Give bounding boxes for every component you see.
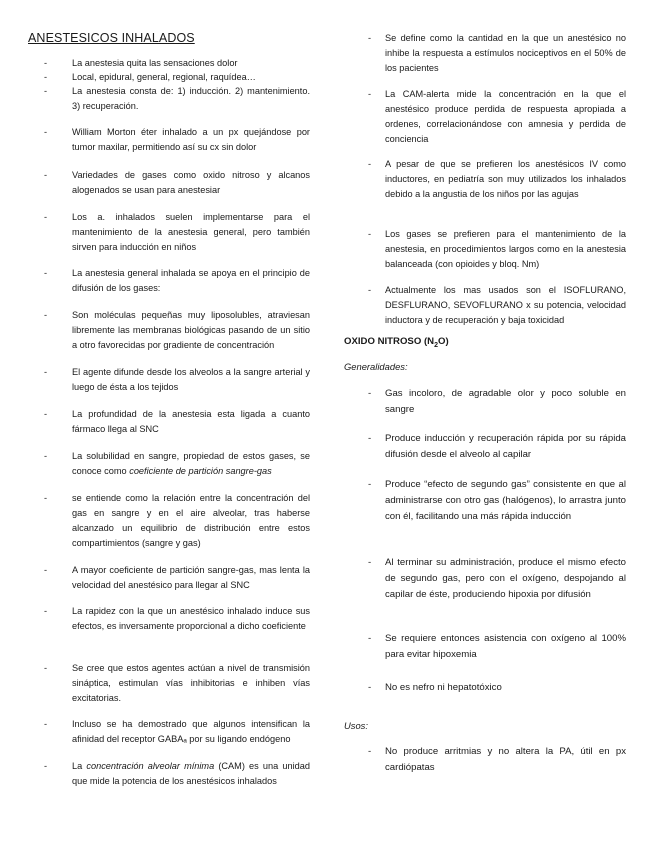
document-page: ANESTESICOS INHALADOS - La anestesia quita las sensaciones dolor - Local, epidural, general, regional, raquídea… - La anestesia consta de: 1) inducción. 2) mantenimiento. 3) recuperación. - William Morton éter inhalado a un px quejándose por tumor maxilar, permitiendo así su cx sin dolor - Variedades de gases como oxido nitroso y alcanos alogenados se usan para anestesiar - Los a. inhalados suelen implementarse para el mantenimiento de la anestesia general, pero también sirven para inducción en niños - La anestesia general inhalada se apoya en el principio de difusión de los gases: - Son moléculas pequeñas muy liposolubles, atraviesan libremente las membranas biológicas pasando de un sitio a otro favorecidas por gradiente de concentración - El agente difunde desde los alveolos a la sangre arterial y luego de ésta a los tejidos - La profundidad de la anestesia esta ligada a cuanto fármaco llega al SNC - La solubilidad en sangre, propiedad de estos gases, se conoce como coeficiente de partición sangre-gas - se entiende como la relación entre la concentración del gas en sangre y en el aire alveolar, tras haberse alcanzado un equilibrio de distribución entre estos compartimientos (sangre y gas) - A mayor coeficiente de partición sangre-gas, mas lenta la velocidad del anestésico para llegar al SNC - La rapidez con la que un anestésico inhalado induce sus efectos, es inversamente proporcional a dicho coeficiente - Se cree que estos agentes actúan a nivel de transmisión sináptica, estimulan vías inhibitorias e inhiben vías excitatorias. - Incluso se ha demostrado que algunos intensifican la afinidad del receptor GABAₐ por su ligando endógeno - La concentración alveolar mínima (CAM) es una unidad que mide la potencia de los anestésicos inhalados - Se define como la cantidad en la que un anestésico no inhibe la respuesta a estímulos nociceptivos en el 50% de los pacientes - La CAM-alerta mide la concentración en la que el anestésico produce perdida de respuesta apropiada a ordenes, correlacionándose con amnesia y perdida de conciencia - A pesar de que se prefieren los anestésicos IV como inductores, en pediatría son muy utilizados los inhalados debido a la angustia de los niños por las agujas - Los gases se prefieren para el mantenimiento de la anestesia, en procedimientos largos como en la anestesia balanceada (con opioides y bloq. Nm) - Actualmente los mas usados son el ISOFLURANO, DESFLURANO, SEVOFLURANO x su potencia, velocidad inductora y de recuperación y baja toxicidad OXIDO NITROSO $(N_2O)$ Generalidades: - Gas incoloro, de agradable olor y poco soluble en sangre - Produce inducción y recuperación rápida por su rápida difusión desde el alveolo al capilar - Produce “efecto de segundo gas” consistente en que al administrarse con otro gas (halógenos), lo arrastra junto con él, facilitando una más rápida inducción - Al terminar su administración, produce el mismo efecto de segundo gas, pero con el oxígeno, despojando al capilar de éste, produciendo hipoxia por difusión - Se requiere entonces asistencia con oxígeno al 100% para evitar hipoxemia - No es nefro ni hepatotóxico Usos: - No produce arritmias y no altera la PA, útil en px cardiópatas — [28, 31, 626, 786]
italic-term: coeficiente de partición sangre-gas — [129, 466, 272, 476]
subheading-generalidades: Generalidades: — [344, 361, 408, 372]
document-title: ANESTESICOS INHALADOS — [28, 31, 195, 45]
section-title: OXIDO NITROSO $(N_2O)$ — [344, 336, 449, 349]
italic-term: concentración alveolar mínima — [86, 761, 215, 771]
subheading-usos: Usos: — [344, 720, 368, 731]
